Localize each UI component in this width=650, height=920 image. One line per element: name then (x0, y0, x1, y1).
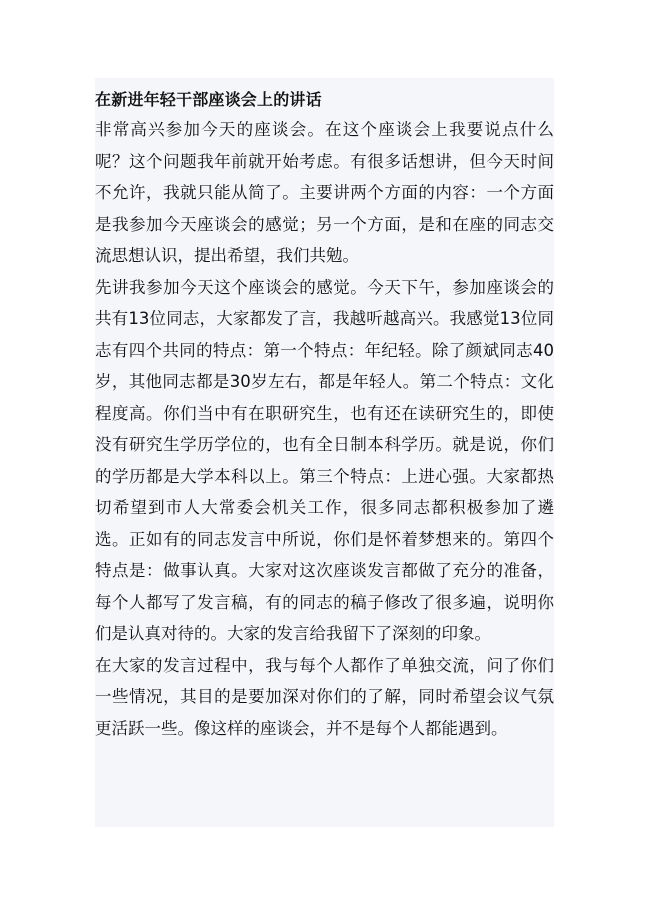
paragraph-impressions: 先讲我参加今天这个座谈会的感觉。今天下午，参加座谈会的共有13位同志，大家都发了言，我越听越高兴。我感觉13位同志有四个共同的特点：第一个特点：年纪轻。除了颜斌同志40岁，其他同志都是30岁左右，都是年轻人。第二个特点：文化程度高。你们当中有在职研究生，也有还在读研究生的，即使没有研究生学历学位的，也有全日制本科学历。就是说，你们的学历都是大学本科以上。第三个特点：上进心强。大家都热切希望到市人大常委会机关工作，很多同志都积极参加了遴选。正如有的同志发言中所说，你们是怀着梦想来的。第四个特点是：做事认真。大家对这次座谈发言都做了充分的准备，每个人都写了发言稿，有的同志的稿子修改了很多遍，说明你们是认真对待的。大家的发言给我留下了深刻的印象。 (95, 277, 554, 643)
document-title: 在新进年轻干部座谈会上的讲话 (95, 90, 322, 109)
document-body (95, 78, 554, 827)
paragraph-opening: 非常高兴参加今天的座谈会。在这个座谈会上我要说点什么呢？这个问题我年前就开始考虑。有很多话想讲，但今天时间不允许，我就只能从简了。主要讲两个方面的内容：一个方面是我参加今天座谈会的感觉；另一个方面，是和在座的同志交流思想认识，提出希望，我们共勉。 (95, 120, 554, 265)
paragraph-exchange: 在大家的发言过程中，我与每个人都作了单独交流，问了你们一些情况，其目的是要加深对你们的了解，同时希望会议气氛更活跃一些。像这样的座谈会，并不是每个人都能遇到。 (95, 655, 554, 738)
